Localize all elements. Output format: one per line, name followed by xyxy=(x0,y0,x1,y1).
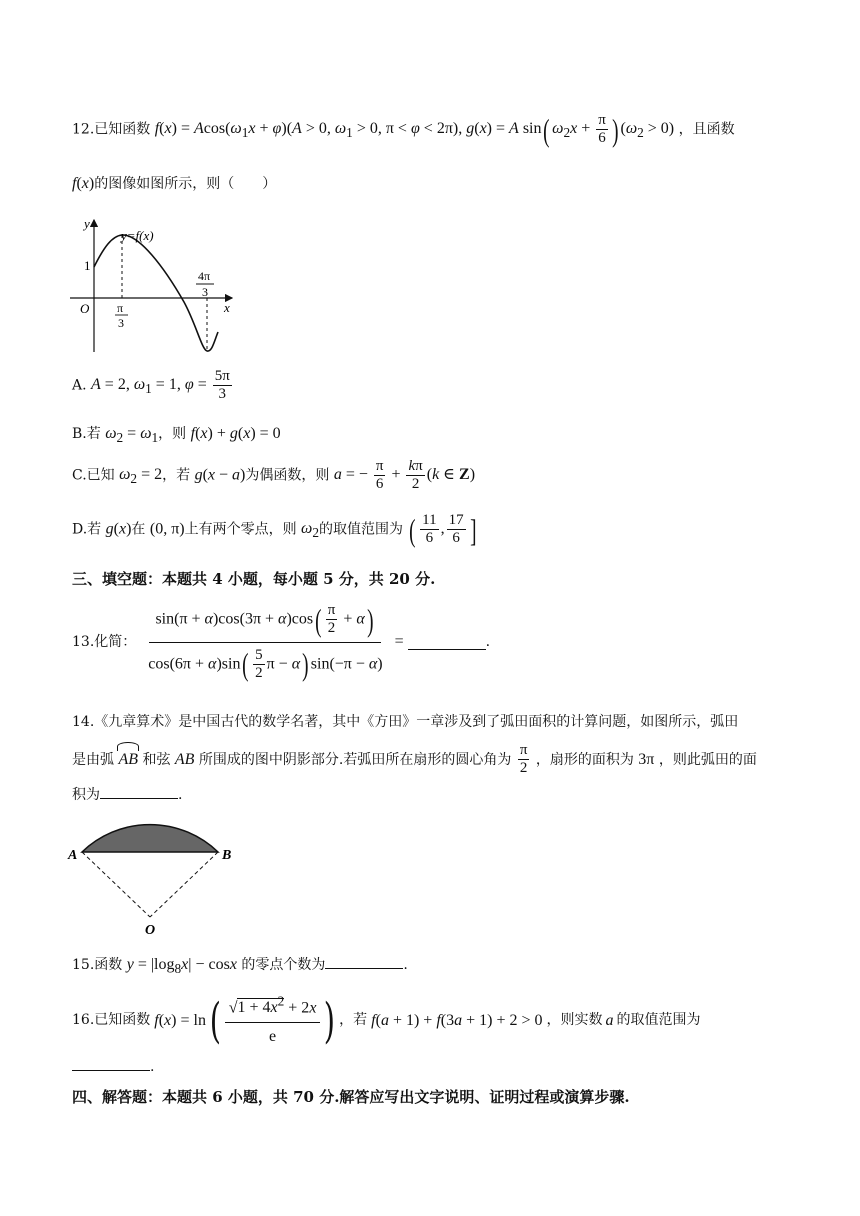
q13-prefix: 13.化简： xyxy=(72,633,137,650)
q15-answer-blank xyxy=(325,954,403,969)
q12-label-one: 1 xyxy=(84,258,91,273)
q14-line2-b: 和弦 xyxy=(142,751,171,768)
q14-answer-blank xyxy=(100,784,178,799)
q12-option-a-formula: A = 2, $\omega_1 = 1$, φ = $\frac{5\pi}{3}$ xyxy=(91,368,230,403)
q16: 16.已知函数 f(x) = ln ( $√1 + 4x^2 + 2x$ e ) ，若 f(a + 1) + f(3a + 1) + 2 > 0 ，则实数 a 的取值范围为 xyxy=(72,992,701,1049)
q12-option-d: D.若 g(x)在 (0, π)上有两个零点，则 $\omega_2$的取值范围为 ( $\frac{11}{6}$ , $\frac{17}{6}$ ] xyxy=(72,511,477,548)
q14-line1: 14.《九章算术》是中国古代的数学名著，其中《方田》一章涉及到了弧田面积的计算问题，如图所示，弧田 xyxy=(72,714,739,730)
q12-option-c-mid1: ，若 xyxy=(162,467,191,484)
q12-option-c-mid2: 为偶函数，则 xyxy=(245,467,330,484)
q12-tick-4pi3-den: 3 xyxy=(202,285,208,299)
q12-tick-pi3-num: π xyxy=(117,301,124,315)
q14-dashed-oa xyxy=(82,852,150,917)
q12-label-o: O xyxy=(80,301,90,316)
section4-heading: 四、解答题：本题共 6 小题，共 70 分.解答应写出文字说明、证明过程或演算步骤. xyxy=(72,1088,630,1106)
q14-line2: 是由弧 AB 和弦 AB 所围成的图中阴影部分.若弧田所在扇形的圆心角为 $\frac{\pi}{2}$ ，扇形的面积为 3π ，则此弧田的面 xyxy=(72,742,757,777)
q12-line2-text: 的图像如图所示，则（ ） xyxy=(94,176,277,192)
q15-mid: 的零点个数为 xyxy=(241,957,326,973)
q16-answer-blank xyxy=(72,1056,150,1071)
q14-line2-d: ，扇形的面积为 xyxy=(535,751,634,768)
q12-graph-figure xyxy=(64,212,244,362)
q12-option-a xyxy=(72,368,802,404)
q14-arc-figure xyxy=(62,805,242,937)
q14-line3-a: 积为 xyxy=(72,787,100,803)
q15: 15.函数 $y = |\log_8x| - \cos x$ 的零点个数为 . xyxy=(72,956,408,977)
q14-dashed-ob xyxy=(150,852,218,917)
q13: 13.化简： sin(π + α)cos(3π + α)cos( $\frac{\pi}{2}$ + α) cos(6π + α)sin( $\frac{5}{2}$ π − α) sin(−π − α) = . xyxy=(72,601,491,683)
q12-curve xyxy=(94,235,218,351)
q13-fraction: sin(π + α)cos(3π + α)cos( $\frac{\pi}{2}$ + α) cos(6π + α)sin( $\frac{5}{2}$ π − α) sin(−π − α) xyxy=(148,601,383,683)
q13-suffix: . xyxy=(485,633,491,650)
q12-label-x: x xyxy=(224,300,230,315)
q12-option-d-mid1: 在 xyxy=(131,521,146,538)
q12-option-c-prefix: C.已知 xyxy=(72,467,115,484)
q12-option-d-mid2: 上有两个零点，则 xyxy=(184,521,297,538)
q12-tick-4pi3-num: 4π xyxy=(198,269,211,283)
q16-mid3: 的取值范围为 xyxy=(616,1012,701,1029)
q14-line3 xyxy=(72,784,802,806)
q15-suffix: . xyxy=(403,957,408,973)
q14-line2-c: 所围成的图中阴影部分.若弧田所在扇形的圆心角为 xyxy=(198,751,512,768)
q12-option-b: B.若 $\omega_2 = \omega_1$，则 f(x) + g(x) = 0 xyxy=(72,425,281,446)
q12-option-b-mid: ，则 xyxy=(158,426,187,442)
q12-suffix: ，且函数 xyxy=(678,121,735,138)
q14-label-o: O xyxy=(145,923,156,937)
q12-option-b-prefix: B.若 xyxy=(72,426,101,442)
q16-suffix: . xyxy=(150,1059,155,1075)
q12-option-c: C.已知 $\omega_2 = 2$，若 g(x − a)为偶函数，则 a = − $\frac{\pi}{6}$ + $\frac{k\pi}{2}$ (k ∈ Z) xyxy=(72,458,476,493)
q12-option-d-prefix: D.若 xyxy=(72,521,102,538)
q16-mid2: ，则实数 xyxy=(546,1012,603,1029)
q16-mid1: ，若 xyxy=(339,1012,368,1029)
q12-curve-label: y=f(x) xyxy=(121,228,154,243)
q14-shaded-segment xyxy=(82,825,218,852)
q12-fx: f(x) xyxy=(72,175,95,192)
q14-line3-b: . xyxy=(178,787,183,803)
q14-line2-a: 是由弧 xyxy=(72,751,114,768)
q12-stem-line1 xyxy=(72,112,802,148)
section3-heading: 三、填空题：本题共 4 小题，每小题 5 分，共 20 分. xyxy=(72,570,436,588)
q15-prefix: 15.函数 xyxy=(72,957,123,973)
q14-label-a: A xyxy=(68,848,78,863)
q13-answer-blank xyxy=(408,635,486,650)
q16-prefix: 16.已知函数 xyxy=(72,1012,151,1029)
q12-prefix: 12.已知函数 xyxy=(72,121,151,138)
q16-answer-line xyxy=(72,1056,802,1078)
q14-line2-e: ，则此弧田的面 xyxy=(658,751,757,768)
q12-tick-pi3-den: 3 xyxy=(118,316,124,330)
q12-stem-line2 xyxy=(72,172,802,196)
q12-option-a-prefix: A. xyxy=(72,377,87,394)
q12-formula-f: $f(x) = Acos(\omega_1x + \varphi)(A > 0$, $\omega_1 > 0$, π < φ < 2π), g(x) = A sin( $\omega_2x$ + $\frac{\pi}{6}$ ) $(\omega_2 > 0)$ xyxy=(154,111,675,148)
q12-label-y: y xyxy=(84,216,90,231)
q12-option-d-mid3: 的取值范围为 xyxy=(319,521,404,538)
q14-label-b: B xyxy=(222,848,232,863)
